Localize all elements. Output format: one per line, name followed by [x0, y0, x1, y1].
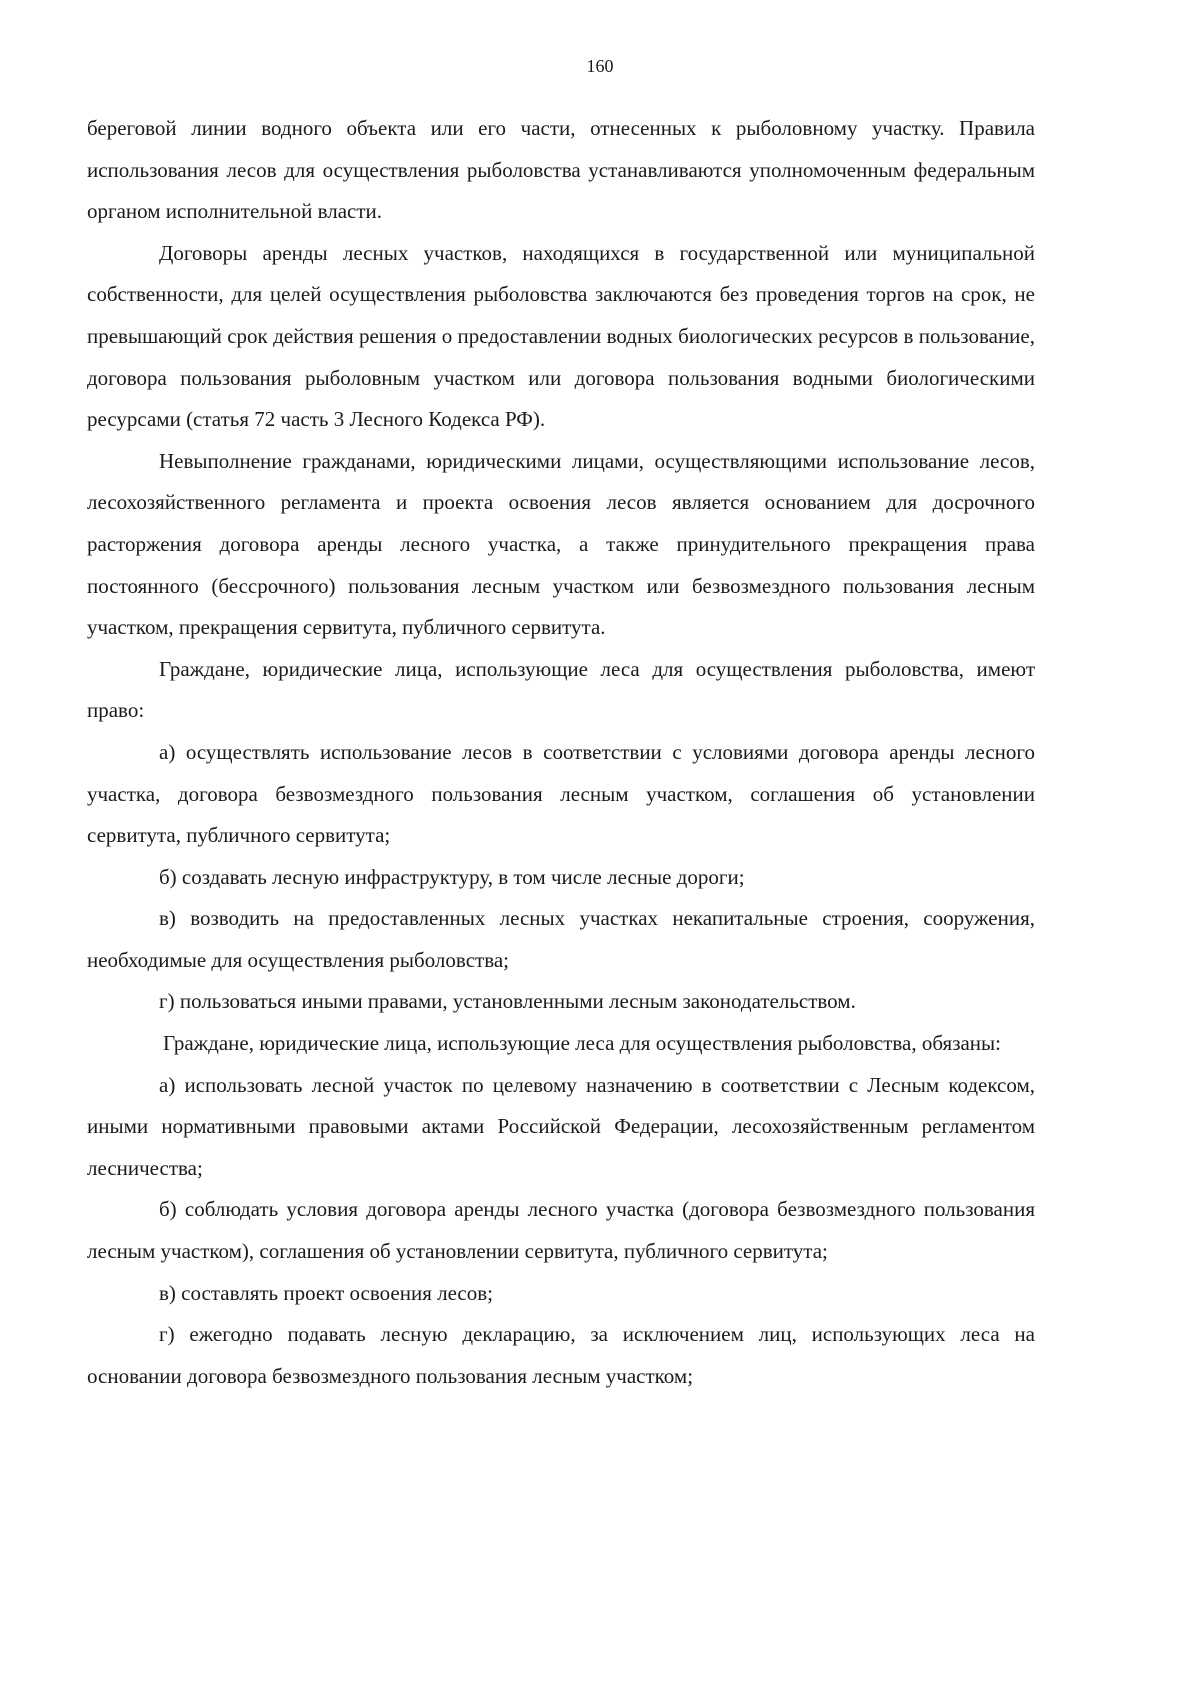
list-item-right-g: г) пользоваться иными правами, установленными лесным законодательством. [159, 989, 856, 1014]
list-item-obligation-v: в) составлять проект освоения лесов; [159, 1280, 494, 1305]
list-item-obligation-g: г) ежегодно подавать лесную декларацию, за исключением лиц, использующих леса на основании договора безвозмездного пользования лесным участком; [87, 1322, 1035, 1388]
list-item-right-b: б) создавать лесную инфраструктуру, в том числе лесные дороги; [159, 864, 745, 889]
paragraph-obligations-intro: Граждане, юридические лица, использующие леса для осуществления рыболовства, обязаны: [163, 1031, 1001, 1056]
document-body [87, 108, 1035, 1397]
paragraph-rights-intro: Граждане, юридические лица, использующие леса для осуществления рыболовства, имеют право: [87, 656, 1035, 723]
paragraph-non-compliance: Невыполнение гражданами, юридическими лицами, осуществляющими использование лесов, лесохозяйственного регламента и проекта освоения лесов является основанием для досрочного расторжения договора аренды лесного участка, а также принудительного прекращения права постоянного (бессрочного) пользования лесным участком или безвозмездного пользования лесным участком, прекращения сервитута, публичного сервитута. [87, 448, 1035, 640]
list-item-right-a: а) осуществлять использование лесов в соответствии с условиями договора аренды лесного участка, договора безвозмездного пользования лесным участком, соглашения об установлении сервитута, публичного сервитута; [87, 739, 1035, 848]
list-item-right-v: в) возводить на предоставленных лесных участках некапитальные строения, сооружения, необходимые для осуществления рыболовства; [87, 906, 1035, 972]
page-number: 160 [586, 56, 614, 76]
paragraph-continuation: береговой линии водного объекта или его части, отнесенных к рыболовному участку. Правила использования лесов для осуществления рыболовства устанавливаются уполномоченным федеральным органом исполнительной власти. [87, 116, 1035, 224]
list-item-obligation-a: а) использовать лесной участок по целевому назначению в соответствии с Лесным кодексом, иными нормативными правовыми актами Российской Федерации, лесохозяйственным регламентом лесничества; [87, 1072, 1035, 1180]
paragraph-lease-contracts: Договоры аренды лесных участков, находящихся в государственной или муниципальной собственности, для целей осуществления рыболовства заключаются без проведения торгов на срок, не превышающий срок действия решения о предоставлении водных биологических ресурсов в пользование, договора пользования рыболовным участком или договора пользования водными биологическими ресурсами (статья 72 часть 3 Лесного Кодекса РФ). [87, 240, 1035, 432]
list-item-obligation-b: б) соблюдать условия договора аренды лесного участка (договора безвозмездного пользования лесным участком), соглашения об установлении сервитута, публичного сервитута; [87, 1197, 1035, 1264]
